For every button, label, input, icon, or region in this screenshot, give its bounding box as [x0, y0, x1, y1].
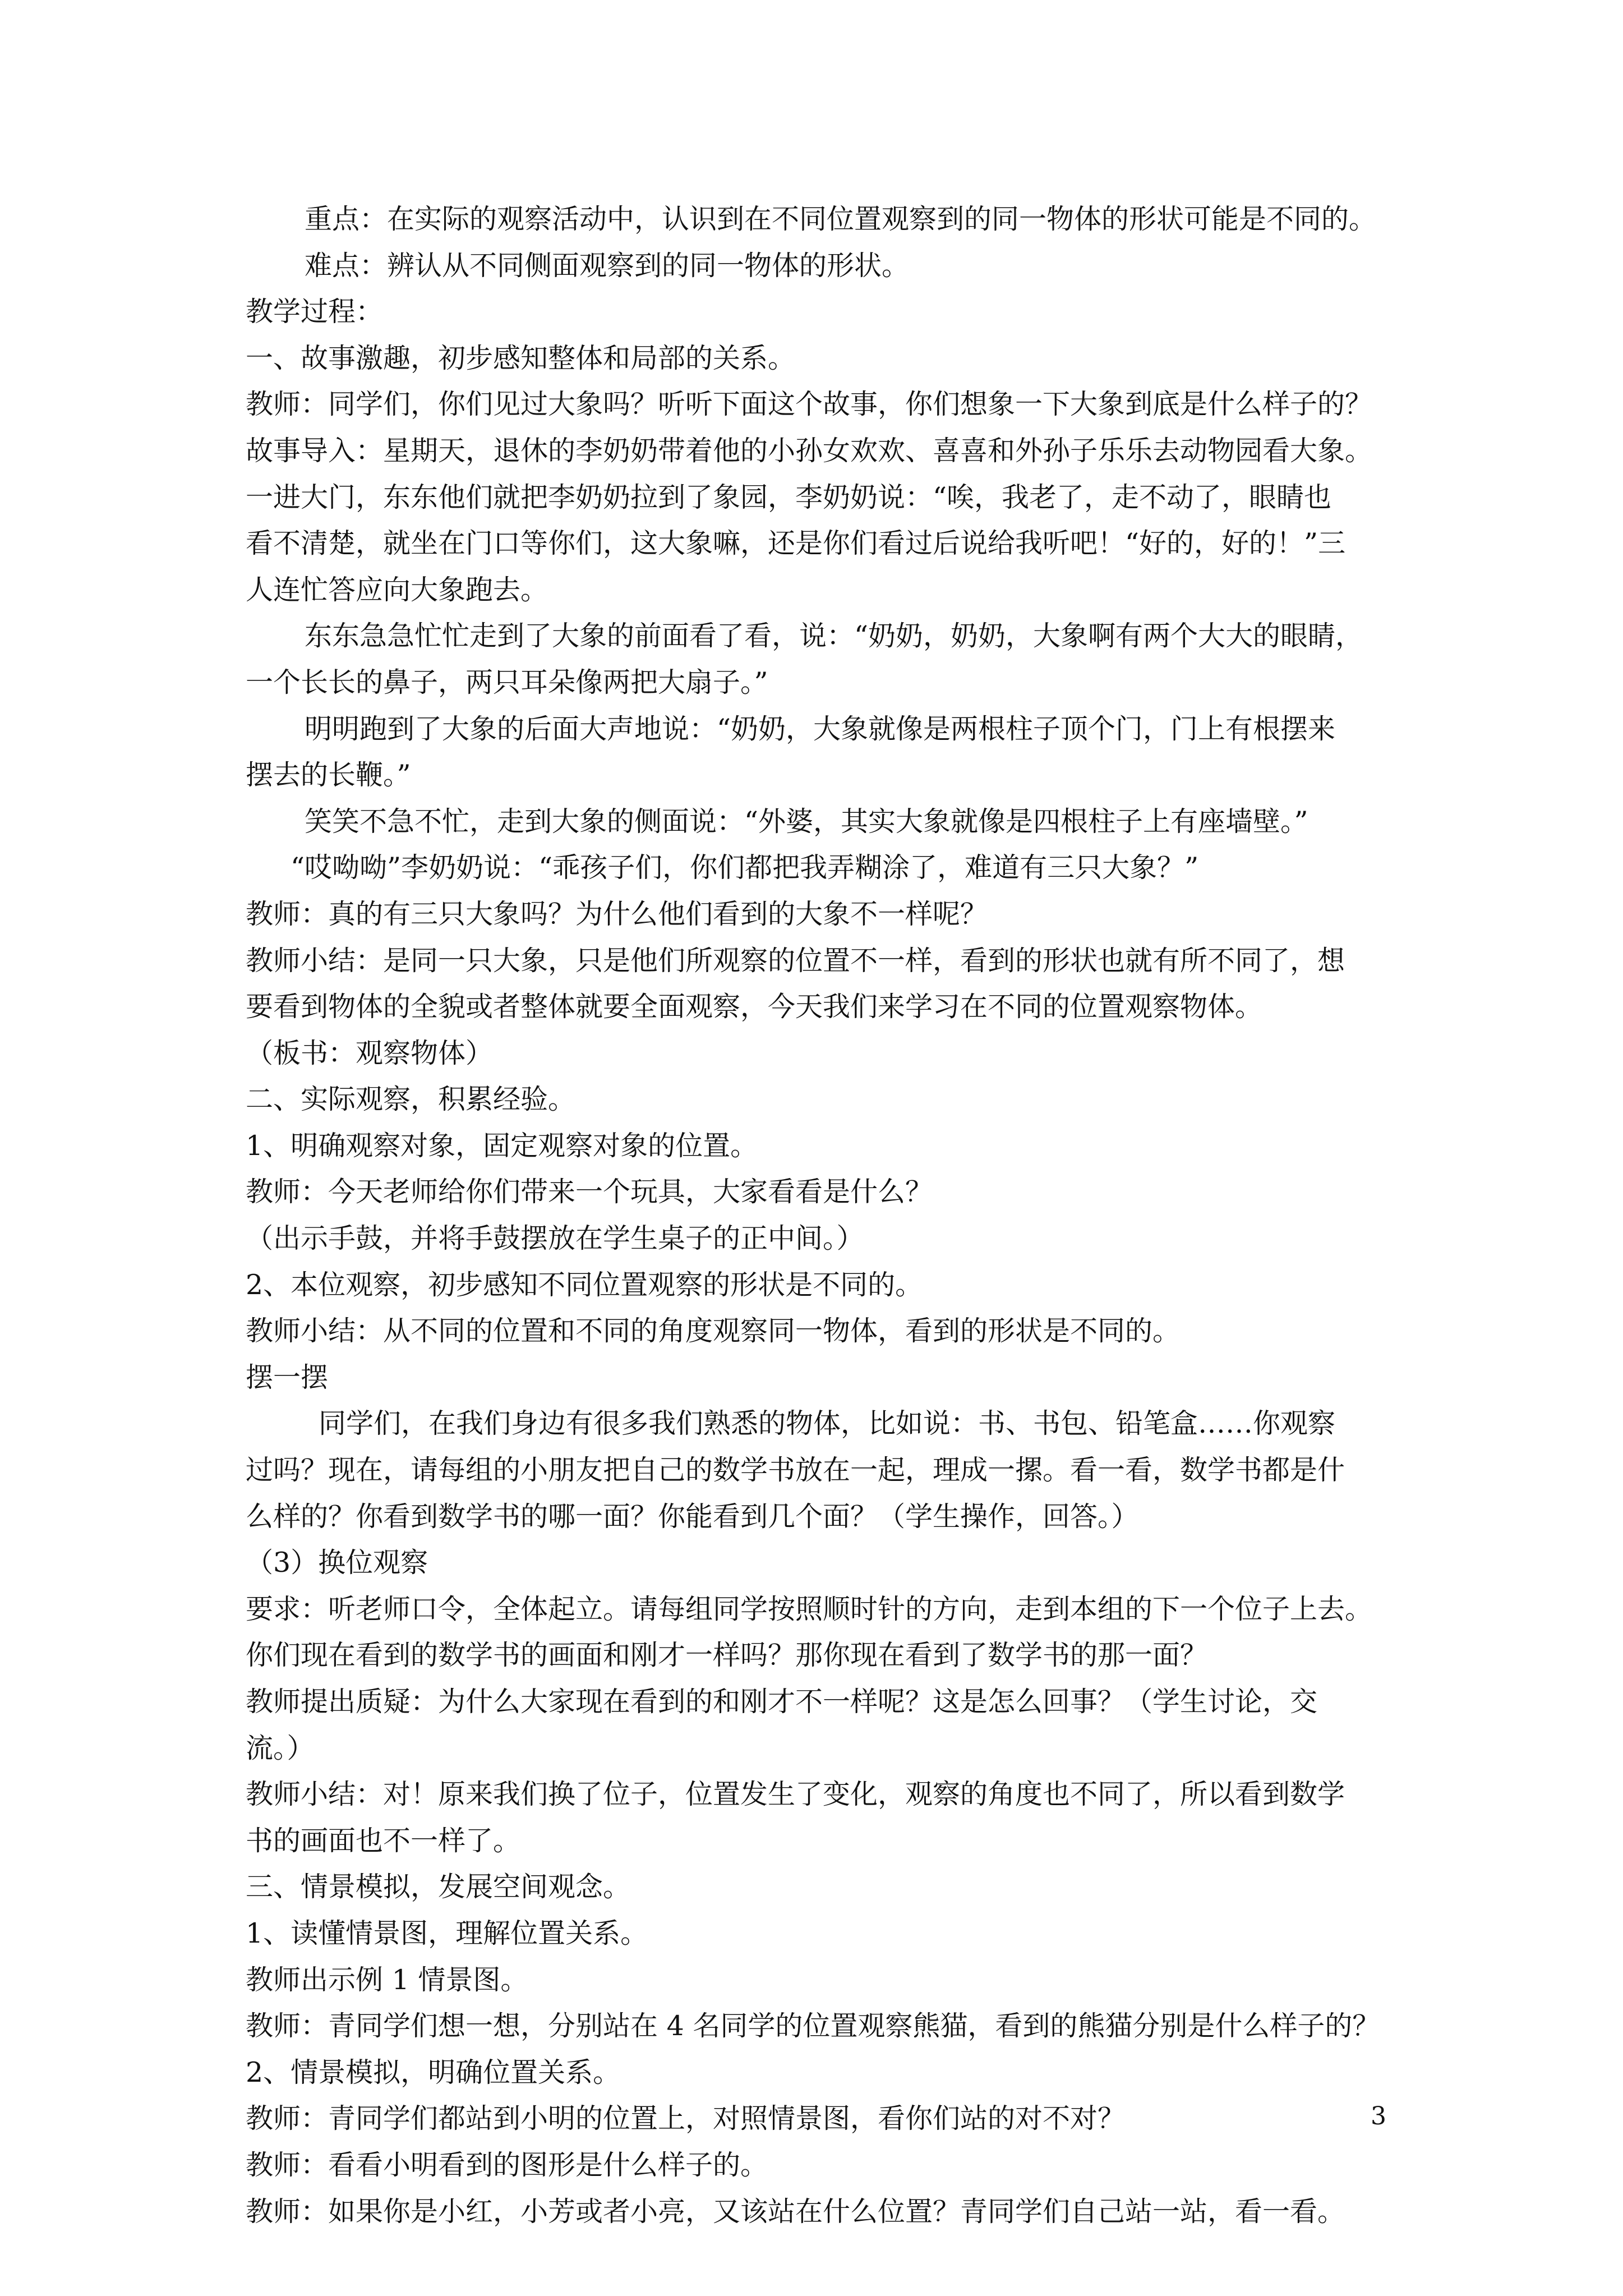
text-line: 教师小结：从不同的位置和不同的角度观察同一物体，看到的形状是不同的。 [246, 1315, 1181, 1347]
text-line: 看不清楚，就坐在门口等你们，这大象嘛，还是你们看过后说给我听吧！“好的，好的！”三 [246, 527, 1346, 560]
text-line: 书的画面也不一样了。 [246, 1824, 521, 1857]
text-line: 2、本位观察，初步感知不同位置观察的形状是不同的。 [246, 1268, 923, 1301]
text-line: 摆一摆 [246, 1361, 329, 1393]
text-line: 二、实际观察，积累经验。 [246, 1083, 576, 1116]
text-line: 么样的？你看到数学书的哪一面？你能看到几个面？（学生操作，回答。） [246, 1500, 1139, 1533]
text-line: 难点：辨认从不同侧面观察到的同一物体的形状。 [305, 249, 910, 282]
text-line: 重点：在实际的观察活动中，认识到在不同位置观察到的同一物体的形状可能是不同的。 [305, 203, 1377, 235]
text-line: 一个长长的鼻子，两只耳朵像两把大扇子。” [246, 666, 768, 698]
text-line: 教师：今天老师给你们带来一个玩具，大家看看是什么？ [246, 1176, 933, 1208]
text-line: 教师出示例 1 情景图。 [246, 1963, 528, 1996]
text-line: （3）换位观察 [246, 1547, 428, 1579]
text-line: 一进大门，东东他们就把李奶奶拉到了象园，李奶奶说：“唉，我老了，走不动了，眼睛也 [246, 481, 1332, 513]
text-line: 摆去的长鞭。” [246, 759, 411, 792]
text-line: 教师小结：对！原来我们换了位子，位置发生了变化，观察的角度也不同了，所以看到数学 [246, 1778, 1345, 1811]
text-line: 流。） [246, 1732, 315, 1764]
text-line: 教师：同学们，你们见过大象吗？听听下面这个故事，你们想象一下大象到底是什么样子的？ [246, 388, 1373, 421]
text-line: 要求：听老师口令，全体起立。请每组同学按照顺时针的方向，走到本组的下一个位子上去。 [246, 1593, 1373, 1625]
text-line: 东东急急忙忙走到了大象的前面看了看，说：“奶奶，奶奶，大象啊有两个大大的眼睛， [305, 620, 1363, 652]
text-line: 教师：青同学们想一想，分别站在 4 名同学的位置观察熊猫，看到的熊猫分别是什么样子的？ [246, 2010, 1380, 2042]
text-line: 人连忙答应向大象跑去。 [246, 573, 548, 606]
text-line: （出示手鼓，并将手鼓摆放在学生桌子的正中间。） [246, 1222, 864, 1255]
text-line: “哎呦呦”李奶奶说：“乖孩子们，你们都把我弄糊涂了，难道有三只大象？” [291, 852, 1199, 884]
text-line: 教师小结：是同一只大象，只是他们所观察的位置不一样，看到的形状也就有所不同了，想 [246, 944, 1345, 977]
text-line: 教学过程： [246, 296, 384, 328]
text-line: 1、读懂情景图，理解位置关系。 [246, 1917, 648, 1949]
text-line: 教师：看看小明看到的图形是什么样子的。 [246, 2148, 768, 2181]
text-line: （板书：观察物体） [246, 1037, 494, 1069]
text-line: 故事导入：星期天，退休的李奶奶带着他的小孙女欢欢、喜喜和外孙子乐乐去动物园看大象。 [246, 434, 1373, 467]
page-number: 3 [1371, 2102, 1386, 2131]
text-line: 教师提出质疑：为什么大家现在看到的和刚才不一样呢？这是怎么回事？（学生讨论，交 [246, 1686, 1318, 1718]
text-line: 1、明确观察对象，固定观察对象的位置。 [246, 1129, 758, 1162]
text-line: 教师：真的有三只大象吗？为什么他们看到的大象不一样呢？ [246, 898, 988, 930]
text-line: 2、情景模拟，明确位置关系。 [246, 2056, 621, 2088]
text-line: 同学们，在我们身边有很多我们熟悉的物体，比如说：书、书包、铅笔盒……你观察 [319, 1407, 1336, 1440]
text-line: 教师：如果你是小红，小芳或者小亮，又该站在什么位置？青同学们自己站一站，看一看。 [246, 2195, 1345, 2228]
text-line: 要看到物体的全貌或者整体就要全面观察，今天我们来学习在不同的位置观察物体。 [246, 991, 1263, 1023]
text-line: 明明跑到了大象的后面大声地说：“奶奶，大象就像是两根柱子顶个门，门上有根摆来 [305, 712, 1336, 745]
text-line: 三、情景模拟，发展空间观念。 [246, 1871, 631, 1903]
text-line: 你们现在看到的数学书的画面和刚才一样吗？那你现在看到了数学书的那一面？ [246, 1639, 1208, 1672]
text-line: 笑笑不急不忙，走到大象的侧面说：“外婆，其实大象就像是四根柱子上有座墙壁。” [305, 805, 1308, 838]
document-body [246, 196, 1395, 2235]
text-line: 一、故事激趣，初步感知整体和局部的关系。 [246, 342, 796, 374]
text-line: 过吗？现在，请每组的小朋友把自己的数学书放在一起，理成一摞。看一看，数学书都是什 [246, 1454, 1345, 1487]
text-line: 教师：青同学们都站到小明的位置上，对照情景图，看你们站的对不对？ [246, 2102, 1126, 2135]
